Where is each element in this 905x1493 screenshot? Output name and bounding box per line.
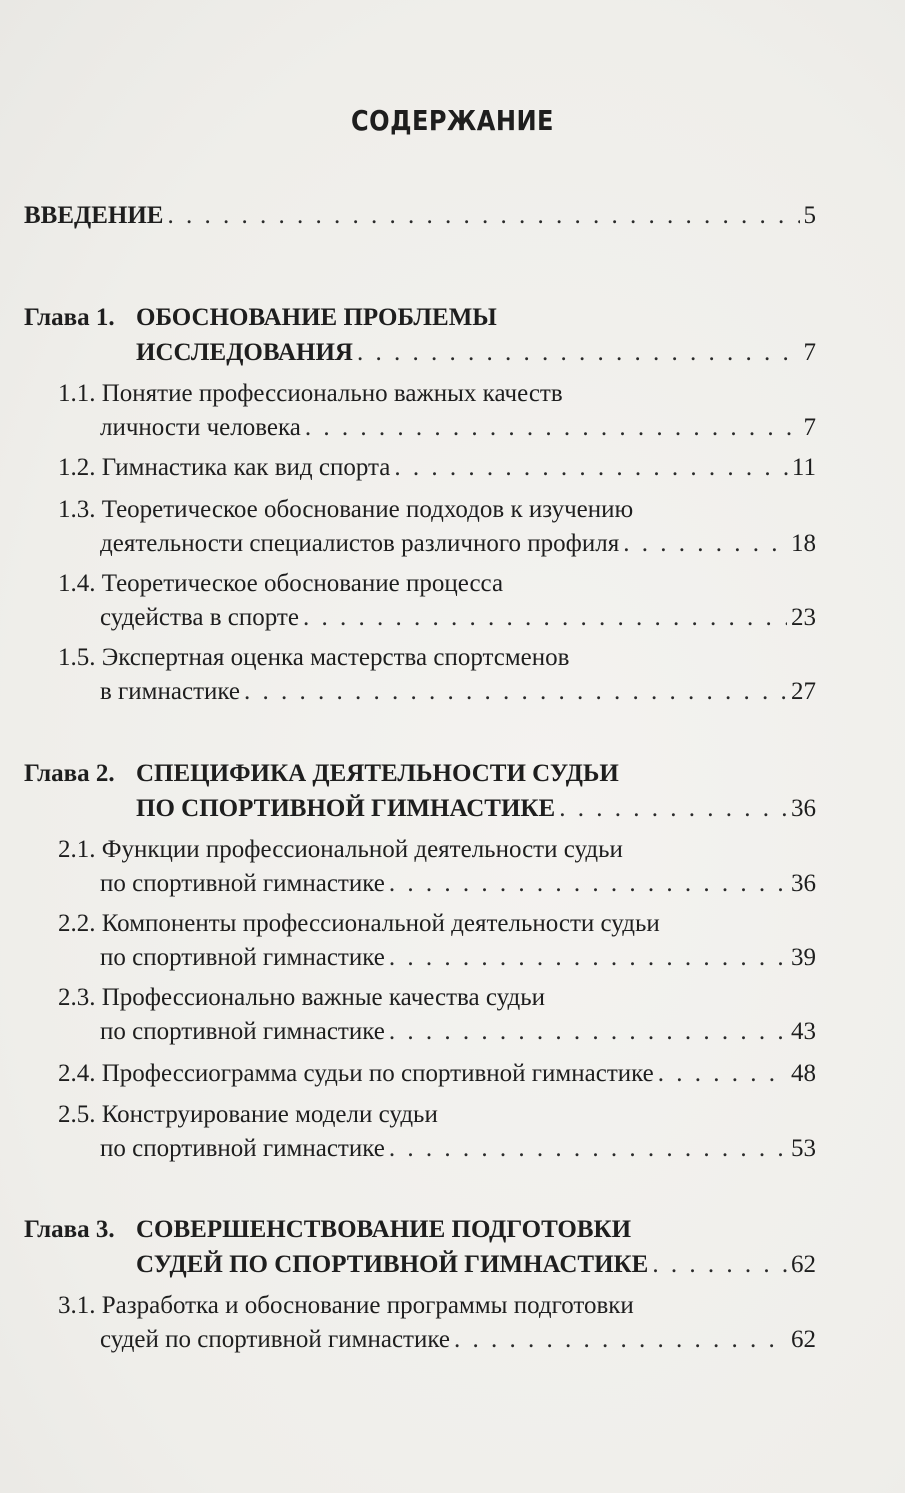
chapter-title: СПЕЦИФИКА ДЕЯТЕЛЬНОСТИ СУДЬИ	[136, 760, 619, 787]
leader-dots	[454, 1326, 787, 1354]
toc-section-1-1[interactable]	[58, 380, 816, 414]
page-number: 36	[791, 870, 816, 897]
page-number: 7	[803, 414, 816, 441]
entry-text: ВВЕДЕНИЕ	[24, 202, 164, 229]
page-number: 43	[791, 1018, 816, 1045]
section-title: Гимнастика как вид спорта	[101, 454, 391, 481]
page-number: 62	[791, 1251, 816, 1278]
section-title-cont: деятельности специалистов различного профиля	[100, 530, 620, 557]
toc-section-2-2[interactable]	[58, 910, 816, 944]
section-title: Теоретическое обоснование процесса	[101, 570, 504, 597]
toc-entry-introduction[interactable]	[24, 202, 816, 236]
toc-section-1-5-cont[interactable]	[100, 678, 816, 712]
toc-section-2-5[interactable]	[58, 1101, 816, 1135]
toc-section-2-2-cont[interactable]	[100, 944, 816, 978]
chapter-3-heading[interactable]	[24, 1216, 816, 1250]
leader-dots	[167, 202, 799, 230]
toc-section-1-2[interactable]	[58, 454, 816, 488]
toc-section-2-4[interactable]	[58, 1060, 816, 1094]
section-number: 1.3.	[58, 496, 96, 523]
section-title-cont: в гимнастике	[100, 678, 241, 705]
section-title-cont: по спортивной гимнастике	[100, 870, 385, 897]
leader-dots	[389, 1135, 787, 1163]
section-title: Экспертная оценка мастерства спортсменов	[101, 644, 570, 671]
toc-section-3-1-cont[interactable]	[100, 1326, 816, 1360]
chapter-title-cont: ИССЛЕДОВАНИЯ	[136, 339, 353, 366]
section-number: 3.1.	[58, 1292, 96, 1319]
section-title: Компоненты профессиональной деятельности судьи	[101, 910, 660, 937]
chapter-label: Глава 1.	[24, 304, 115, 331]
leader-dots	[389, 944, 787, 972]
toc-section-1-4[interactable]	[58, 570, 816, 604]
toc-section-1-3[interactable]	[58, 496, 816, 530]
toc-section-2-1[interactable]	[58, 836, 816, 870]
chapter-label: Глава 2.	[24, 760, 115, 787]
section-title: Конструирование модели судьи	[101, 1101, 438, 1128]
leader-dots	[394, 454, 788, 482]
section-title: Разработка и обоснование программы подготовки	[101, 1292, 634, 1319]
section-title: Теоретическое обоснование подходов к изучению	[101, 496, 634, 523]
section-title-cont: по спортивной гимнастике	[100, 1135, 385, 1162]
chapter-title: СОВЕРШЕНСТВОВАНИЕ ПОДГОТОВКИ	[136, 1216, 632, 1243]
chapter-2-heading-cont[interactable]	[136, 795, 816, 829]
section-number: 1.1.	[58, 380, 96, 407]
leader-dots	[389, 870, 787, 898]
chapter-2-heading[interactable]	[24, 760, 816, 794]
section-title-cont: судей по спортивной гимнастике	[100, 1326, 450, 1353]
page-number: 48	[791, 1060, 816, 1087]
toc-section-2-5-cont[interactable]	[100, 1135, 816, 1169]
section-title-cont: личности человека	[100, 414, 301, 441]
leader-dots	[303, 604, 787, 632]
page-number: 23	[791, 604, 816, 631]
leader-dots	[244, 678, 787, 706]
section-number: 2.5.	[58, 1101, 96, 1128]
toc-section-1-4-cont[interactable]	[100, 604, 816, 638]
leader-dots	[623, 530, 787, 558]
page-number: 27	[791, 678, 816, 705]
chapter-title-cont: СУДЕЙ ПО СПОРТИВНОЙ ГИМНАСТИКЕ	[136, 1251, 649, 1278]
section-title: Профессиограмма судьи по спортивной гимнастике	[101, 1060, 654, 1087]
section-title-cont: судейства в спорте	[100, 604, 299, 631]
page-number: 39	[791, 944, 816, 971]
section-title-cont: по спортивной гимнастике	[100, 944, 385, 971]
section-title: Профессионально важные качества судьи	[101, 984, 546, 1011]
page-number: 53	[791, 1135, 816, 1162]
section-number: 2.1.	[58, 836, 96, 863]
section-number: 2.3.	[58, 984, 96, 1011]
leader-dots	[389, 1018, 787, 1046]
toc-section-2-3-cont[interactable]	[100, 1018, 816, 1052]
chapter-label-title	[24, 304, 497, 332]
leader-dots	[357, 339, 800, 367]
toc-section-2-1-cont[interactable]	[100, 870, 816, 904]
chapter-label: Глава 3.	[24, 1216, 115, 1243]
chapter-title-cont: ПО СПОРТИВНОЙ ГИМНАСТИКЕ	[136, 795, 556, 822]
page-number: 5	[803, 202, 816, 229]
page-number: 7	[803, 339, 816, 366]
chapter-1-heading[interactable]	[24, 304, 816, 338]
leader-dots	[658, 1060, 787, 1088]
toc-section-3-1[interactable]	[58, 1292, 816, 1326]
section-number: 1.4.	[58, 570, 96, 597]
chapter-1-heading-cont[interactable]	[136, 339, 816, 373]
toc-section-1-1-cont[interactable]	[100, 414, 816, 448]
section-number: 2.2.	[58, 910, 96, 937]
toc-section-1-3-cont[interactable]	[100, 530, 816, 564]
section-title: Понятие профессионально важных качеств	[101, 380, 563, 407]
page-number: 62	[791, 1326, 816, 1353]
section-title: Функции профессиональной деятельности судьи	[101, 836, 623, 863]
leader-dots	[559, 795, 787, 823]
section-number: 2.4.	[58, 1060, 96, 1087]
chapter-label-title	[24, 760, 619, 788]
section-title-cont: по спортивной гимнастике	[100, 1018, 385, 1045]
page-number: 11	[791, 454, 816, 481]
leader-dots	[652, 1251, 787, 1279]
toc-section-1-5[interactable]	[58, 644, 816, 678]
leader-dots	[305, 414, 800, 442]
page-number: 18	[791, 530, 816, 557]
page-title: СОДЕРЖАНИЕ	[351, 104, 554, 137]
page-number: 36	[791, 795, 816, 822]
chapter-3-heading-cont[interactable]	[136, 1251, 816, 1285]
section-number: 1.5.	[58, 644, 96, 671]
chapter-label-title	[24, 1216, 631, 1244]
section-number: 1.2.	[58, 454, 96, 481]
chapter-title: ОБОСНОВАНИЕ ПРОБЛЕМЫ	[136, 304, 497, 331]
toc-section-2-3[interactable]	[58, 984, 816, 1018]
